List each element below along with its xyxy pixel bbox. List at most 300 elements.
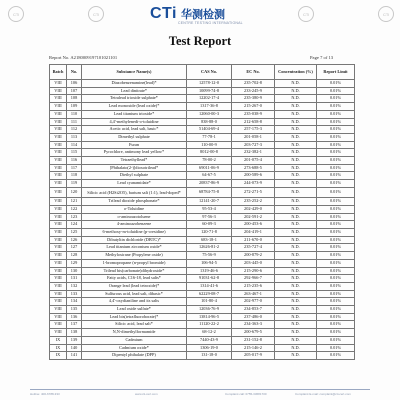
cas-number-cell: 64-67-5 bbox=[187, 172, 232, 180]
substance-name-cell: N,N-dimethylformamide bbox=[82, 329, 187, 337]
concentration-cell: N.D. bbox=[275, 133, 317, 141]
number-cell: 134 bbox=[67, 298, 82, 306]
substance-name-cell: Lead cyanamidate* bbox=[82, 180, 187, 188]
number-cell: 132 bbox=[67, 282, 82, 290]
report-limit-cell: 0.01% bbox=[317, 313, 355, 321]
report-limit-cell: 0.01% bbox=[317, 336, 355, 344]
footer-complaint-email: Complaint E-mail: complaint@cti-cert.com bbox=[295, 392, 351, 396]
concentration-cell: N.D. bbox=[275, 329, 317, 337]
concentration-cell: N.D. bbox=[275, 290, 317, 298]
table-row bbox=[50, 290, 355, 298]
table-row bbox=[50, 87, 355, 95]
cas-number-cell: 10099-74-8 bbox=[187, 87, 232, 95]
substance-name-cell: o-Toluidine bbox=[82, 205, 187, 213]
ec-number-cell: 202-977-0 bbox=[232, 298, 275, 306]
batch-cell: VIII bbox=[50, 126, 67, 134]
substance-name-cell: Orange lead (lead tetroxide)* bbox=[82, 282, 187, 290]
number-cell: 139 bbox=[67, 336, 82, 344]
substance-name-cell: Lead dinitrate* bbox=[82, 87, 187, 95]
batch-cell: VIII bbox=[50, 290, 67, 298]
report-limit-cell: 0.01% bbox=[317, 290, 355, 298]
concentration-cell: N.D. bbox=[275, 110, 317, 118]
table-row bbox=[50, 259, 355, 267]
ec-number-cell: 231-152-8 bbox=[232, 336, 275, 344]
table-row bbox=[50, 198, 355, 206]
report-limit-cell: 0.01% bbox=[317, 95, 355, 103]
table-row bbox=[50, 149, 355, 157]
table-row bbox=[50, 126, 355, 134]
table-row bbox=[50, 187, 355, 197]
table-row bbox=[50, 313, 355, 321]
ec-number-cell: 272-271-5 bbox=[232, 187, 275, 197]
report-limit-cell: 0.01% bbox=[317, 244, 355, 252]
cas-number-cell: 12626-81-2 bbox=[187, 244, 232, 252]
concentration-cell: N.D. bbox=[275, 103, 317, 111]
column-header: Batch bbox=[50, 65, 67, 80]
report-limit-cell: 0.01% bbox=[317, 103, 355, 111]
cas-number-cell: 1317-36-8 bbox=[187, 103, 232, 111]
cas-number-cell: 12036-76-9 bbox=[187, 306, 232, 314]
batch-cell: VIII bbox=[50, 172, 67, 180]
batch-cell: VIII bbox=[50, 164, 67, 172]
cas-number-cell: 20837-86-9 bbox=[187, 180, 232, 188]
ec-number-cell: 215-267-0 bbox=[232, 103, 275, 111]
report-number bbox=[49, 55, 117, 60]
batch-cell: VIII bbox=[50, 187, 67, 197]
cas-number-cell: 12060-00-3 bbox=[187, 110, 232, 118]
number-cell: 117 bbox=[67, 164, 82, 172]
table-row bbox=[50, 275, 355, 283]
cas-number-cell: 131-18-0 bbox=[187, 352, 232, 360]
table-row bbox=[50, 252, 355, 260]
cas-number-cell: 110-00-9 bbox=[187, 141, 232, 149]
substance-name-cell: Silicic acid (H2Si2O5), barium salt (1:1), lead-doped* bbox=[82, 187, 187, 197]
report-limit-cell: 0.01% bbox=[317, 236, 355, 244]
concentration-cell: N.D. bbox=[275, 149, 317, 157]
ec-number-cell: 203-727-3 bbox=[232, 141, 275, 149]
number-cell: 110 bbox=[67, 110, 82, 118]
number-cell: 130 bbox=[67, 267, 82, 275]
substance-name-cell: Lead oxide sulfate* bbox=[82, 306, 187, 314]
number-cell: 135 bbox=[67, 306, 82, 314]
batch-cell: VIII bbox=[50, 259, 67, 267]
ec-number-cell: 202-429-0 bbox=[232, 205, 275, 213]
concentration-cell: N.D. bbox=[275, 80, 317, 88]
report-limit-cell: 0.01% bbox=[317, 118, 355, 126]
batch-cell: VIII bbox=[50, 252, 67, 260]
logo-chinese-text: 华测检测 bbox=[180, 8, 225, 21]
cas-number-cell: 97-56-3 bbox=[187, 213, 232, 221]
report-limit-cell: 0.01% bbox=[317, 80, 355, 88]
report-limit-cell: 0.01% bbox=[317, 259, 355, 267]
table-row bbox=[50, 298, 355, 306]
report-limit-cell: 0.01% bbox=[317, 172, 355, 180]
table-row bbox=[50, 236, 355, 244]
ec-number-cell: 292-966-7 bbox=[232, 275, 275, 283]
batch-cell: VIII bbox=[50, 298, 67, 306]
ec-number-cell: 234-363-3 bbox=[232, 321, 275, 329]
report-limit-cell: 0.01% bbox=[317, 352, 355, 360]
substance-name-cell: Lead monoxide (lead oxide)* bbox=[82, 103, 187, 111]
column-header: Substance Name(s) bbox=[82, 65, 187, 80]
substance-name-cell: Pyrochlore, antimony lead yellow* bbox=[82, 149, 187, 157]
table-row bbox=[50, 103, 355, 111]
batch-cell: VIII bbox=[50, 133, 67, 141]
batch-cell: IX bbox=[50, 352, 67, 360]
table-row bbox=[50, 80, 355, 88]
concentration-cell: N.D. bbox=[275, 282, 317, 290]
table-row bbox=[50, 229, 355, 237]
number-cell: 114 bbox=[67, 141, 82, 149]
ec-number-cell: 201-058-1 bbox=[232, 133, 275, 141]
concentration-cell: N.D. bbox=[275, 172, 317, 180]
number-cell: 124 bbox=[67, 221, 82, 229]
ec-number-cell: 201-075-4 bbox=[232, 157, 275, 165]
ec-number-cell: 235-038-9 bbox=[232, 110, 275, 118]
report-limit-cell: 0.01% bbox=[317, 329, 355, 337]
watermark-stamp-icon: CTi bbox=[8, 6, 24, 22]
report-limit-cell: 0.01% bbox=[317, 282, 355, 290]
substance-name-cell: Trilead dioxide phosphonate* bbox=[82, 198, 187, 206]
number-cell: 131 bbox=[67, 275, 82, 283]
table-row bbox=[50, 118, 355, 126]
number-cell: 121 bbox=[67, 198, 82, 206]
watermark-stamp-icon: CTi bbox=[298, 6, 314, 22]
concentration-cell: N.D. bbox=[275, 259, 317, 267]
table-row bbox=[50, 180, 355, 188]
batch-cell: VIII bbox=[50, 329, 67, 337]
concentration-cell: N.D. bbox=[275, 352, 317, 360]
number-cell: 112 bbox=[67, 126, 82, 134]
batch-cell: VIII bbox=[50, 80, 67, 88]
cas-number-cell: 62229-08-7 bbox=[187, 290, 232, 298]
cas-number-cell: 68-12-2 bbox=[187, 329, 232, 337]
batch-cell: VIII bbox=[50, 198, 67, 206]
substance-name-cell: [Phthalato(2-)]dioxotrilead* bbox=[82, 164, 187, 172]
table-row bbox=[50, 244, 355, 252]
cas-number-cell: 78-00-2 bbox=[187, 157, 232, 165]
batch-cell: VIII bbox=[50, 275, 67, 283]
table-row bbox=[50, 205, 355, 213]
table-body bbox=[50, 80, 355, 360]
number-cell: 115 bbox=[67, 149, 82, 157]
batch-cell: VIII bbox=[50, 236, 67, 244]
table-header-row bbox=[50, 65, 355, 80]
cas-number-cell: 1314-41-6 bbox=[187, 282, 232, 290]
column-header: Concentration (%) bbox=[275, 65, 317, 80]
table-row bbox=[50, 267, 355, 275]
table-row bbox=[50, 157, 355, 165]
cas-number-cell: 683-18-1 bbox=[187, 236, 232, 244]
ec-number-cell: 203-445-0 bbox=[232, 259, 275, 267]
substance-name-cell: Dibutyltin dichloride (DBTC)* bbox=[82, 236, 187, 244]
report-number-value: A2180009197101021101 bbox=[70, 55, 118, 60]
cas-number-cell: 1319-46-6 bbox=[187, 267, 232, 275]
logo-subtitle: CENTRE TESTING INTERNATIONAL bbox=[178, 21, 243, 25]
report-limit-cell: 0.01% bbox=[317, 198, 355, 206]
ec-number-cell: 235-702-8 bbox=[232, 80, 275, 88]
substance-name-cell: Acetic acid, lead salt, basic* bbox=[82, 126, 187, 134]
batch-cell: VIII bbox=[50, 213, 67, 221]
substance-name-cell: Methyloxirane (Propylene oxide) bbox=[82, 252, 187, 260]
report-limit-cell: 0.01% bbox=[317, 126, 355, 134]
ec-number-cell: 257-175-3 bbox=[232, 126, 275, 134]
report-limit-cell: 0.01% bbox=[317, 87, 355, 95]
ec-number-cell: 235-252-2 bbox=[232, 198, 275, 206]
substance-name-cell: Lead titanium zirconium oxide* bbox=[82, 244, 187, 252]
concentration-cell: N.D. bbox=[275, 126, 317, 134]
column-header: CAS No. bbox=[187, 65, 232, 80]
report-limit-cell: 0.01% bbox=[317, 229, 355, 237]
substance-name-cell: 4,4'-methylenedi-o-toluidine bbox=[82, 118, 187, 126]
table-row bbox=[50, 213, 355, 221]
cas-number-cell: 7440-43-9 bbox=[187, 336, 232, 344]
cas-number-cell: 1306-19-0 bbox=[187, 344, 232, 352]
number-cell: 140 bbox=[67, 344, 82, 352]
concentration-cell: N.D. bbox=[275, 87, 317, 95]
footer-website: www.cti-cert.com bbox=[135, 392, 158, 396]
column-header: No. bbox=[67, 65, 82, 80]
batch-cell: VIII bbox=[50, 149, 67, 157]
concentration-cell: N.D. bbox=[275, 180, 317, 188]
substance-name-cell: 6-methoxy-m-toluidine (p-cresidine) bbox=[82, 229, 187, 237]
concentration-cell: N.D. bbox=[275, 267, 317, 275]
number-cell: 116 bbox=[67, 157, 82, 165]
batch-cell: VIII bbox=[50, 267, 67, 275]
substance-name-cell: Diazobenzenamine(lead)* bbox=[82, 80, 187, 88]
ec-number-cell: 215-235-6 bbox=[232, 282, 275, 290]
batch-cell: VIII bbox=[50, 141, 67, 149]
table-row bbox=[50, 336, 355, 344]
report-limit-cell: 0.01% bbox=[317, 298, 355, 306]
concentration-cell: N.D. bbox=[275, 244, 317, 252]
substance-name-cell: Furan bbox=[82, 141, 187, 149]
watermark-stamp-icon: CTi bbox=[88, 6, 104, 22]
table-row bbox=[50, 164, 355, 172]
cas-number-cell: 106-94-5 bbox=[187, 259, 232, 267]
concentration-cell: N.D. bbox=[275, 205, 317, 213]
substance-name-cell: Tetraethyllead* bbox=[82, 157, 187, 165]
ec-number-cell: 273-688-5 bbox=[232, 164, 275, 172]
report-limit-cell: 0.01% bbox=[317, 267, 355, 275]
concentration-cell: N.D. bbox=[275, 213, 317, 221]
concentration-cell: N.D. bbox=[275, 298, 317, 306]
table-row bbox=[50, 282, 355, 290]
number-cell: 108 bbox=[67, 95, 82, 103]
concentration-cell: N.D. bbox=[275, 141, 317, 149]
batch-cell: VIII bbox=[50, 229, 67, 237]
cas-number-cell: 68784-75-8 bbox=[187, 187, 232, 197]
cas-number-cell: 75-56-9 bbox=[187, 252, 232, 260]
cas-number-cell: 12578-12-0 bbox=[187, 80, 232, 88]
substance-name-cell: 1-bromopropane (n-propyl bromide) bbox=[82, 259, 187, 267]
number-cell: 141 bbox=[67, 352, 82, 360]
page-title: Test Report bbox=[168, 34, 232, 48]
table-row bbox=[50, 141, 355, 149]
number-cell: 120 bbox=[67, 187, 82, 197]
ec-number-cell: 200-453-6 bbox=[232, 221, 275, 229]
number-cell: 107 bbox=[67, 87, 82, 95]
number-cell: 122 bbox=[67, 205, 82, 213]
number-cell: 125 bbox=[67, 229, 82, 237]
concentration-cell: N.D. bbox=[275, 336, 317, 344]
report-limit-cell: 0.01% bbox=[317, 187, 355, 197]
ec-number-cell: 211-670-0 bbox=[232, 236, 275, 244]
substance-name-cell: Dipentyl phthalate (DPP) bbox=[82, 352, 187, 360]
cas-number-cell: 77-78-1 bbox=[187, 133, 232, 141]
batch-cell: VIII bbox=[50, 221, 67, 229]
number-cell: 123 bbox=[67, 213, 82, 221]
batch-cell: VIII bbox=[50, 306, 67, 314]
batch-cell: IX bbox=[50, 344, 67, 352]
footer-complaint-call: Complaint call: 0755-33681700 bbox=[225, 392, 267, 396]
logo-text: CTi bbox=[150, 5, 177, 22]
footer-hotline: Hotline: 400-6788-333 bbox=[30, 392, 60, 396]
substance-name-cell: Silicic acid, lead salt* bbox=[82, 321, 187, 329]
substance-name-cell: Cadmium oxide* bbox=[82, 344, 187, 352]
batch-cell: IX bbox=[50, 336, 67, 344]
concentration-cell: N.D. bbox=[275, 275, 317, 283]
cas-number-cell: 51404-69-4 bbox=[187, 126, 232, 134]
substance-name-cell: Cadmium bbox=[82, 336, 187, 344]
substance-name-cell: Trilead bis(carbonate)dihydroxide* bbox=[82, 267, 187, 275]
table-row bbox=[50, 352, 355, 360]
batch-cell: VIII bbox=[50, 180, 67, 188]
concentration-cell: N.D. bbox=[275, 229, 317, 237]
table-row bbox=[50, 344, 355, 352]
report-limit-cell: 0.01% bbox=[317, 141, 355, 149]
report-number-label: Report No. bbox=[49, 55, 70, 60]
cas-number-cell: 91031-62-8 bbox=[187, 275, 232, 283]
substance-name-cell: 4-aminoazobenzene bbox=[82, 221, 187, 229]
batch-cell: VIII bbox=[50, 205, 67, 213]
substance-table bbox=[49, 64, 355, 360]
ec-number-cell: 237-486-0 bbox=[232, 313, 275, 321]
ec-number-cell: 200-679-5 bbox=[232, 329, 275, 337]
concentration-cell: N.D. bbox=[275, 95, 317, 103]
cas-number-cell: 12141-20-7 bbox=[187, 198, 232, 206]
table-row bbox=[50, 329, 355, 337]
ec-number-cell: 233-245-9 bbox=[232, 87, 275, 95]
report-limit-cell: 0.01% bbox=[317, 205, 355, 213]
table-row bbox=[50, 172, 355, 180]
concentration-cell: N.D. bbox=[275, 313, 317, 321]
ec-number-cell: 263-467-1 bbox=[232, 290, 275, 298]
column-header: Report Limit bbox=[317, 65, 355, 80]
substance-name-cell: Sulfurous acid, lead salt, dibasic* bbox=[82, 290, 187, 298]
report-limit-cell: 0.01% bbox=[317, 180, 355, 188]
substance-name-cell: Lead bis(tetrafluoroborate)* bbox=[82, 313, 187, 321]
ec-number-cell: 234-853-7 bbox=[232, 306, 275, 314]
ec-number-cell: 204-419-1 bbox=[232, 229, 275, 237]
report-header bbox=[0, 0, 400, 26]
ec-number-cell: 205-017-9 bbox=[232, 352, 275, 360]
concentration-cell: N.D. bbox=[275, 252, 317, 260]
ec-number-cell: 232-382-1 bbox=[232, 149, 275, 157]
report-limit-cell: 0.01% bbox=[317, 221, 355, 229]
cas-number-cell: 95-53-4 bbox=[187, 205, 232, 213]
number-cell: 118 bbox=[67, 172, 82, 180]
number-cell: 138 bbox=[67, 329, 82, 337]
concentration-cell: N.D. bbox=[275, 118, 317, 126]
concentration-cell: N.D. bbox=[275, 321, 317, 329]
batch-cell: VIII bbox=[50, 87, 67, 95]
ec-number-cell: 202-591-2 bbox=[232, 213, 275, 221]
cas-number-cell: 60-09-3 bbox=[187, 221, 232, 229]
batch-cell: VIII bbox=[50, 95, 67, 103]
batch-cell: VIII bbox=[50, 110, 67, 118]
number-cell: 129 bbox=[67, 259, 82, 267]
ec-number-cell: 200-879-2 bbox=[232, 252, 275, 260]
concentration-cell: N.D. bbox=[275, 236, 317, 244]
table-row bbox=[50, 133, 355, 141]
cas-number-cell: 13814-96-5 bbox=[187, 313, 232, 321]
watermark-stamp-icon: CTi bbox=[378, 6, 394, 22]
number-cell: 127 bbox=[67, 244, 82, 252]
number-cell: 109 bbox=[67, 103, 82, 111]
batch-cell: VIII bbox=[50, 321, 67, 329]
report-limit-cell: 0.01% bbox=[317, 275, 355, 283]
report-limit-cell: 0.01% bbox=[317, 344, 355, 352]
table-row bbox=[50, 221, 355, 229]
concentration-cell: N.D. bbox=[275, 198, 317, 206]
number-cell: 106 bbox=[67, 80, 82, 88]
ec-number-cell: 235-727-4 bbox=[232, 244, 275, 252]
ec-number-cell: 200-589-6 bbox=[232, 172, 275, 180]
number-cell: 113 bbox=[67, 133, 82, 141]
substance-name-cell: 4,4'-oxydianiline and its salts bbox=[82, 298, 187, 306]
ec-number-cell: 215-146-2 bbox=[232, 344, 275, 352]
ec-number-cell: 244-073-9 bbox=[232, 180, 275, 188]
report-limit-cell: 0.01% bbox=[317, 252, 355, 260]
batch-cell: VIII bbox=[50, 313, 67, 321]
ec-number-cell: 235-380-9 bbox=[232, 95, 275, 103]
substance-name-cell: Tetralead trioxide sulphate* bbox=[82, 95, 187, 103]
report-limit-cell: 0.01% bbox=[317, 164, 355, 172]
table-row bbox=[50, 110, 355, 118]
batch-cell: VIII bbox=[50, 157, 67, 165]
report-limit-cell: 0.01% bbox=[317, 306, 355, 314]
cas-number-cell: 11120-22-2 bbox=[187, 321, 232, 329]
batch-cell: VIII bbox=[50, 282, 67, 290]
report-limit-cell: 0.01% bbox=[317, 321, 355, 329]
batch-cell: VIII bbox=[50, 118, 67, 126]
number-cell: 119 bbox=[67, 180, 82, 188]
report-limit-cell: 0.01% bbox=[317, 133, 355, 141]
concentration-cell: N.D. bbox=[275, 157, 317, 165]
column-header: EC No. bbox=[232, 65, 275, 80]
concentration-cell: N.D. bbox=[275, 187, 317, 197]
batch-cell: VIII bbox=[50, 103, 67, 111]
number-cell: 137 bbox=[67, 321, 82, 329]
ec-number-cell: 215-290-6 bbox=[232, 267, 275, 275]
page-indicator: Page 7 of 13 bbox=[310, 55, 334, 60]
concentration-cell: N.D. bbox=[275, 344, 317, 352]
number-cell: 136 bbox=[67, 313, 82, 321]
ec-number-cell: 212-658-8 bbox=[232, 118, 275, 126]
cas-number-cell: 120-71-8 bbox=[187, 229, 232, 237]
cas-number-cell: 69011-06-9 bbox=[187, 164, 232, 172]
concentration-cell: N.D. bbox=[275, 306, 317, 314]
concentration-cell: N.D. bbox=[275, 164, 317, 172]
cas-number-cell: 101-80-4 bbox=[187, 298, 232, 306]
report-limit-cell: 0.01% bbox=[317, 149, 355, 157]
cas-number-cell: 12202-17-4 bbox=[187, 95, 232, 103]
table-row bbox=[50, 95, 355, 103]
number-cell: 126 bbox=[67, 236, 82, 244]
substance-name-cell: Dimethyl sulphate bbox=[82, 133, 187, 141]
number-cell: 133 bbox=[67, 290, 82, 298]
